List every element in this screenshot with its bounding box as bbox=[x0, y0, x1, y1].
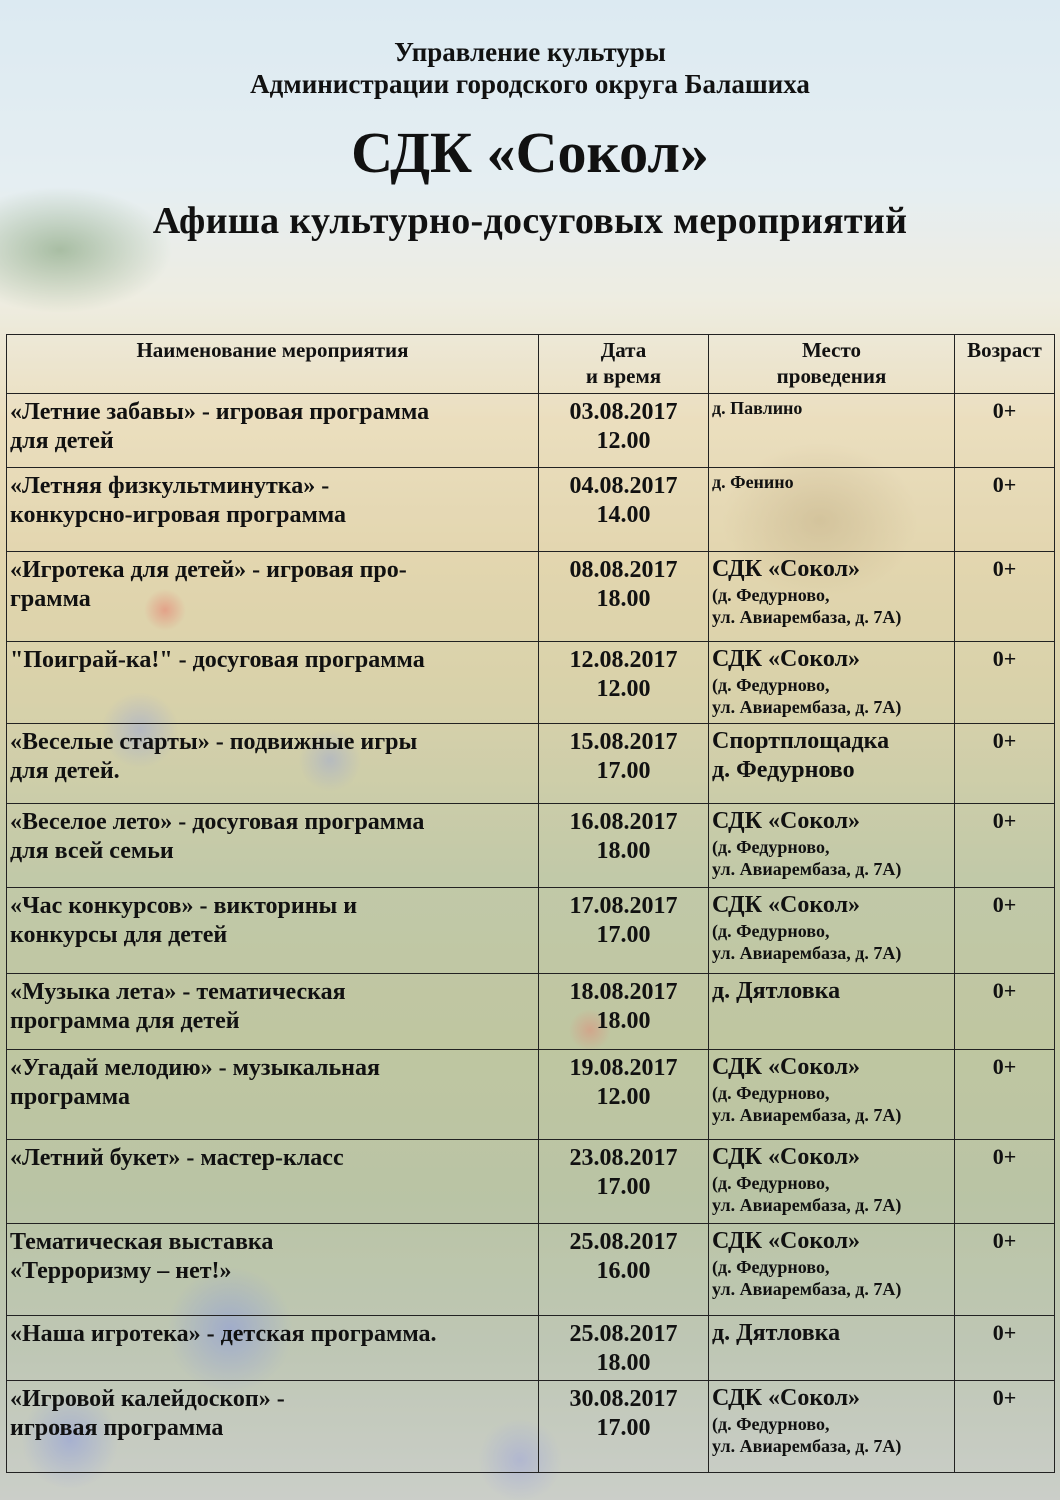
table-row bbox=[7, 1381, 1055, 1473]
place-name: СДК «Сокол» bbox=[712, 646, 861, 672]
event-date: 19.08.2017 bbox=[569, 1055, 678, 1081]
table-row bbox=[7, 804, 1055, 888]
table-row bbox=[7, 468, 1055, 552]
place-cell bbox=[709, 468, 955, 552]
age-cell bbox=[955, 724, 1055, 804]
col-header-date-line1: Дата bbox=[600, 338, 647, 362]
date-cell bbox=[539, 888, 709, 974]
table-row bbox=[7, 552, 1055, 642]
table-row bbox=[7, 1140, 1055, 1224]
age-rating: 0+ bbox=[992, 1385, 1017, 1410]
age-cell bbox=[955, 888, 1055, 974]
event-title-line2: для детей bbox=[10, 428, 114, 454]
event-title-line1: «Игротека для детей» - игровая про- bbox=[10, 557, 407, 583]
age-cell bbox=[955, 804, 1055, 888]
org-line-2: Администрации городского округа Балашиха bbox=[250, 69, 810, 99]
event-date: 17.08.2017 bbox=[569, 893, 678, 919]
place-address-line1: (д. Федурново, bbox=[712, 1083, 830, 1103]
table-row bbox=[7, 724, 1055, 804]
age-rating: 0+ bbox=[992, 728, 1017, 753]
place-address-line1: (д. Федурново, bbox=[712, 675, 830, 695]
event-time: 17.00 bbox=[596, 1174, 651, 1200]
place-cell bbox=[709, 1050, 955, 1140]
event-title-line1: «Музыка лета» - тематическая bbox=[10, 979, 346, 1005]
event-time: 14.00 bbox=[596, 502, 651, 528]
place-address-line1: (д. Федурново, bbox=[712, 585, 830, 605]
event-cell bbox=[7, 888, 539, 974]
place-name: д. Дятловка bbox=[712, 978, 841, 1004]
event-cell bbox=[7, 1050, 539, 1140]
date-cell bbox=[539, 804, 709, 888]
event-date: 30.08.2017 bbox=[569, 1386, 678, 1412]
event-date: 03.08.2017 bbox=[569, 399, 678, 425]
age-rating: 0+ bbox=[992, 1054, 1017, 1079]
event-date: 23.08.2017 bbox=[569, 1145, 678, 1171]
date-cell bbox=[539, 1224, 709, 1316]
place-name: д. Дятловка bbox=[712, 1320, 841, 1346]
col-header-place-line2: проведения bbox=[776, 364, 887, 388]
place-address-line2: ул. Авиарембаза, д. 7А) bbox=[712, 1436, 902, 1456]
event-cell bbox=[7, 1140, 539, 1224]
event-cell bbox=[7, 974, 539, 1050]
event-cell bbox=[7, 724, 539, 804]
place-name: СДК «Сокол» bbox=[712, 892, 861, 918]
date-cell bbox=[539, 1050, 709, 1140]
age-cell bbox=[955, 468, 1055, 552]
place-address-line2: ул. Авиарембаза, д. 7А) bbox=[712, 1279, 902, 1299]
event-time: 18.00 bbox=[596, 1008, 651, 1034]
event-title-line1: Тематическая выставка bbox=[10, 1229, 274, 1255]
event-title-line1: «Час конкурсов» - викторины и bbox=[10, 893, 358, 919]
age-cell bbox=[955, 1224, 1055, 1316]
place-address-line2: ул. Авиарембаза, д. 7А) bbox=[712, 697, 902, 717]
age-rating: 0+ bbox=[992, 1320, 1017, 1345]
place-name: СДК «Сокол» bbox=[712, 1228, 861, 1254]
event-time: 18.00 bbox=[596, 1350, 651, 1376]
date-cell bbox=[539, 642, 709, 724]
place-cell bbox=[709, 642, 955, 724]
event-title-line1: «Летняя физкультминутка» - bbox=[10, 473, 330, 499]
place-name: СДК «Сокол» bbox=[712, 1385, 861, 1411]
event-title-line1: «Наша игротека» - детская программа. bbox=[10, 1321, 437, 1347]
events-table bbox=[6, 334, 1055, 1473]
place-name-line2: д. Федурново bbox=[712, 757, 855, 783]
event-time: 17.00 bbox=[596, 922, 651, 948]
event-title-line2: программа bbox=[10, 1084, 130, 1110]
date-cell bbox=[539, 724, 709, 804]
age-rating: 0+ bbox=[992, 398, 1017, 423]
event-title-line2: грамма bbox=[10, 586, 91, 612]
event-cell bbox=[7, 1224, 539, 1316]
event-title-line2: конкурсы для детей bbox=[10, 922, 228, 948]
event-title-line2: для всей семьи bbox=[10, 838, 174, 864]
age-rating: 0+ bbox=[992, 808, 1017, 833]
event-time: 18.00 bbox=[596, 586, 651, 612]
place-address-line1: (д. Федурново, bbox=[712, 1173, 830, 1193]
place-address-line2: ул. Авиарембаза, д. 7А) bbox=[712, 1105, 902, 1125]
date-cell bbox=[539, 1140, 709, 1224]
page-subtitle: Афиша культурно-досуговых мероприятий bbox=[152, 200, 908, 242]
event-time: 17.00 bbox=[596, 1415, 651, 1441]
age-cell bbox=[955, 974, 1055, 1050]
event-cell bbox=[7, 552, 539, 642]
age-cell bbox=[955, 1381, 1055, 1473]
col-header-place bbox=[709, 335, 955, 394]
age-rating: 0+ bbox=[992, 978, 1017, 1003]
age-rating: 0+ bbox=[992, 646, 1017, 671]
event-date: 25.08.2017 bbox=[569, 1321, 678, 1347]
event-date: 04.08.2017 bbox=[569, 473, 678, 499]
event-cell bbox=[7, 1316, 539, 1381]
place-cell bbox=[709, 1316, 955, 1381]
age-rating: 0+ bbox=[992, 556, 1017, 581]
event-title-line2: «Терроризму – нет!» bbox=[10, 1258, 232, 1284]
place-address-line2: ул. Авиарембаза, д. 7А) bbox=[712, 1195, 902, 1215]
event-time: 12.00 bbox=[596, 676, 651, 702]
place-address-line2: ул. Авиарембаза, д. 7А) bbox=[712, 859, 902, 879]
event-date: 12.08.2017 bbox=[569, 647, 678, 673]
table-row bbox=[7, 888, 1055, 974]
event-title-line2: игровая программа bbox=[10, 1415, 224, 1441]
event-time: 12.00 bbox=[596, 1084, 651, 1110]
event-cell bbox=[7, 642, 539, 724]
event-title-line1: «Угадай мелодию» - музыкальная bbox=[10, 1055, 380, 1081]
place-cell bbox=[709, 552, 955, 642]
event-time: 12.00 bbox=[596, 428, 651, 454]
place-name: СДК «Сокол» bbox=[712, 556, 861, 582]
event-title-line1: «Летние забавы» - игровая программа bbox=[10, 399, 430, 425]
event-date: 08.08.2017 bbox=[569, 557, 678, 583]
event-date: 16.08.2017 bbox=[569, 809, 678, 835]
date-cell bbox=[539, 974, 709, 1050]
date-cell bbox=[539, 1316, 709, 1381]
org-line-1: Управление культуры bbox=[394, 37, 666, 67]
events-table-wrap bbox=[6, 334, 1054, 1473]
place-cell bbox=[709, 724, 955, 804]
event-title-line1: "Поиграй-ка!" - досуговая программа bbox=[10, 647, 425, 673]
col-header-date-line2: и время bbox=[585, 364, 662, 388]
place-cell bbox=[709, 974, 955, 1050]
col-header-date bbox=[539, 335, 709, 394]
event-time: 16.00 bbox=[596, 1258, 651, 1284]
event-cell bbox=[7, 1381, 539, 1473]
place-cell bbox=[709, 888, 955, 974]
table-header-row bbox=[7, 335, 1055, 394]
place-name: д. Павлино bbox=[712, 398, 803, 418]
page-title: СДК «Сокол» bbox=[351, 120, 709, 185]
event-title-line2: для детей. bbox=[10, 758, 120, 784]
place-cell bbox=[709, 804, 955, 888]
event-time: 17.00 bbox=[596, 758, 651, 784]
place-address-line1: (д. Федурново, bbox=[712, 1414, 830, 1434]
col-header-age: Возраст bbox=[955, 335, 1055, 394]
event-title-line2: конкурсно-игровая программа bbox=[10, 502, 347, 528]
event-date: 18.08.2017 bbox=[569, 979, 678, 1005]
age-rating: 0+ bbox=[992, 472, 1017, 497]
age-cell bbox=[955, 1316, 1055, 1381]
place-address-line1: (д. Федурново, bbox=[712, 837, 830, 857]
table-row bbox=[7, 642, 1055, 724]
place-cell bbox=[709, 1140, 955, 1224]
table-row bbox=[7, 974, 1055, 1050]
date-cell bbox=[539, 552, 709, 642]
event-cell bbox=[7, 394, 539, 468]
event-title-line1: «Игровой калейдоскоп» - bbox=[10, 1386, 285, 1412]
age-rating: 0+ bbox=[992, 892, 1017, 917]
date-cell bbox=[539, 394, 709, 468]
event-time: 18.00 bbox=[596, 838, 651, 864]
date-cell bbox=[539, 1381, 709, 1473]
col-header-place-line1: Место bbox=[802, 338, 861, 362]
place-name: СДК «Сокол» bbox=[712, 808, 861, 834]
table-row bbox=[7, 394, 1055, 468]
place-cell bbox=[709, 1381, 955, 1473]
event-cell bbox=[7, 804, 539, 888]
event-title-line2: программа для детей bbox=[10, 1008, 240, 1034]
place-name: д. Фенино bbox=[712, 472, 794, 492]
event-cell bbox=[7, 468, 539, 552]
place-address-line2: ул. Авиарембаза, д. 7А) bbox=[712, 943, 902, 963]
place-address-line2: ул. Авиарембаза, д. 7А) bbox=[712, 607, 902, 627]
event-title-line1: «Летний букет» - мастер-класс bbox=[10, 1145, 344, 1171]
table-row bbox=[7, 1050, 1055, 1140]
age-rating: 0+ bbox=[992, 1228, 1017, 1253]
table-row bbox=[7, 1316, 1055, 1381]
place-cell bbox=[709, 1224, 955, 1316]
place-address-line1: (д. Федурново, bbox=[712, 1257, 830, 1277]
age-cell bbox=[955, 394, 1055, 468]
place-name: СДК «Сокол» bbox=[712, 1144, 861, 1170]
date-cell bbox=[539, 468, 709, 552]
place-name: Спортплощадка bbox=[712, 728, 890, 754]
place-address-line1: (д. Федурново, bbox=[712, 921, 830, 941]
place-name: СДК «Сокол» bbox=[712, 1054, 861, 1080]
age-cell bbox=[955, 642, 1055, 724]
age-rating: 0+ bbox=[992, 1144, 1017, 1169]
poster-header bbox=[0, 36, 1060, 244]
event-date: 15.08.2017 bbox=[569, 729, 678, 755]
age-cell bbox=[955, 1050, 1055, 1140]
age-cell bbox=[955, 552, 1055, 642]
age-cell bbox=[955, 1140, 1055, 1224]
col-header-event: Наименование мероприятия bbox=[7, 335, 539, 394]
event-title-line1: «Веселое лето» - досуговая программа bbox=[10, 809, 425, 835]
table-row bbox=[7, 1224, 1055, 1316]
event-title-line1: «Веселые старты» - подвижные игры bbox=[10, 729, 418, 755]
place-cell bbox=[709, 394, 955, 468]
event-date: 25.08.2017 bbox=[569, 1229, 678, 1255]
